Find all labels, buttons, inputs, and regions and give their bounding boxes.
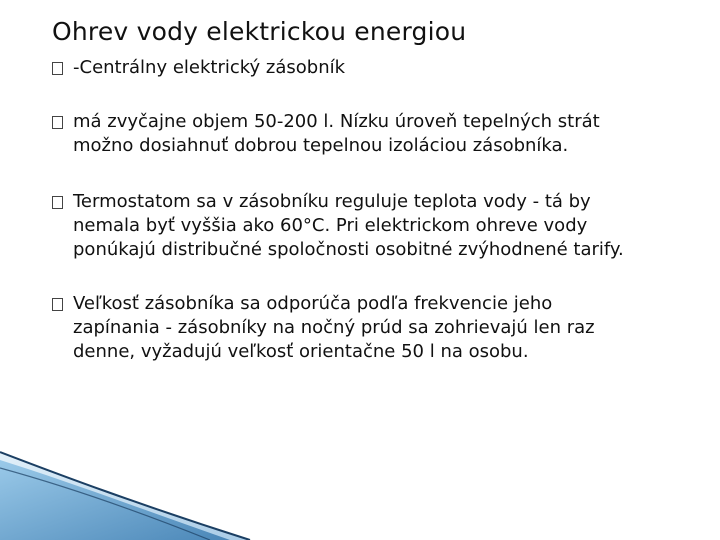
checkbox-bullet-icon [52, 62, 63, 75]
slide-title: Ohrev vody elektrickou energiou [52, 17, 467, 46]
bullet-text: Termostatom sa v zásobníku reguluje teplota vody - tá by nemala byť vyššia ako 60°C. Pri elektrickom ohreve vody ponúkajú distribučné spoločnosti osobitné zvýhodnené tarify. [73, 191, 624, 260]
bullet-text: -Centrálny elektrický zásobník [73, 57, 346, 78]
wave-decoration [0, 430, 300, 540]
checkbox-bullet-icon [52, 196, 63, 209]
bullet-text: Veľkosť zásobníka sa odporúča podľa frekvencie jeho zapínania - zásobníky na nočný prúd sa zohrievajú len raz denne, vyžadujú veľkosť orientačne 50 l na osobu. [73, 293, 595, 362]
checkbox-bullet-icon [52, 116, 63, 129]
bullet-text: má zvyčajne objem 50-200 l. Nízku úroveň tepelných strát možno dosiahnuť dobrou tepelnou izoláciou zásobníka. [73, 111, 600, 156]
checkbox-bullet-icon [52, 298, 63, 311]
